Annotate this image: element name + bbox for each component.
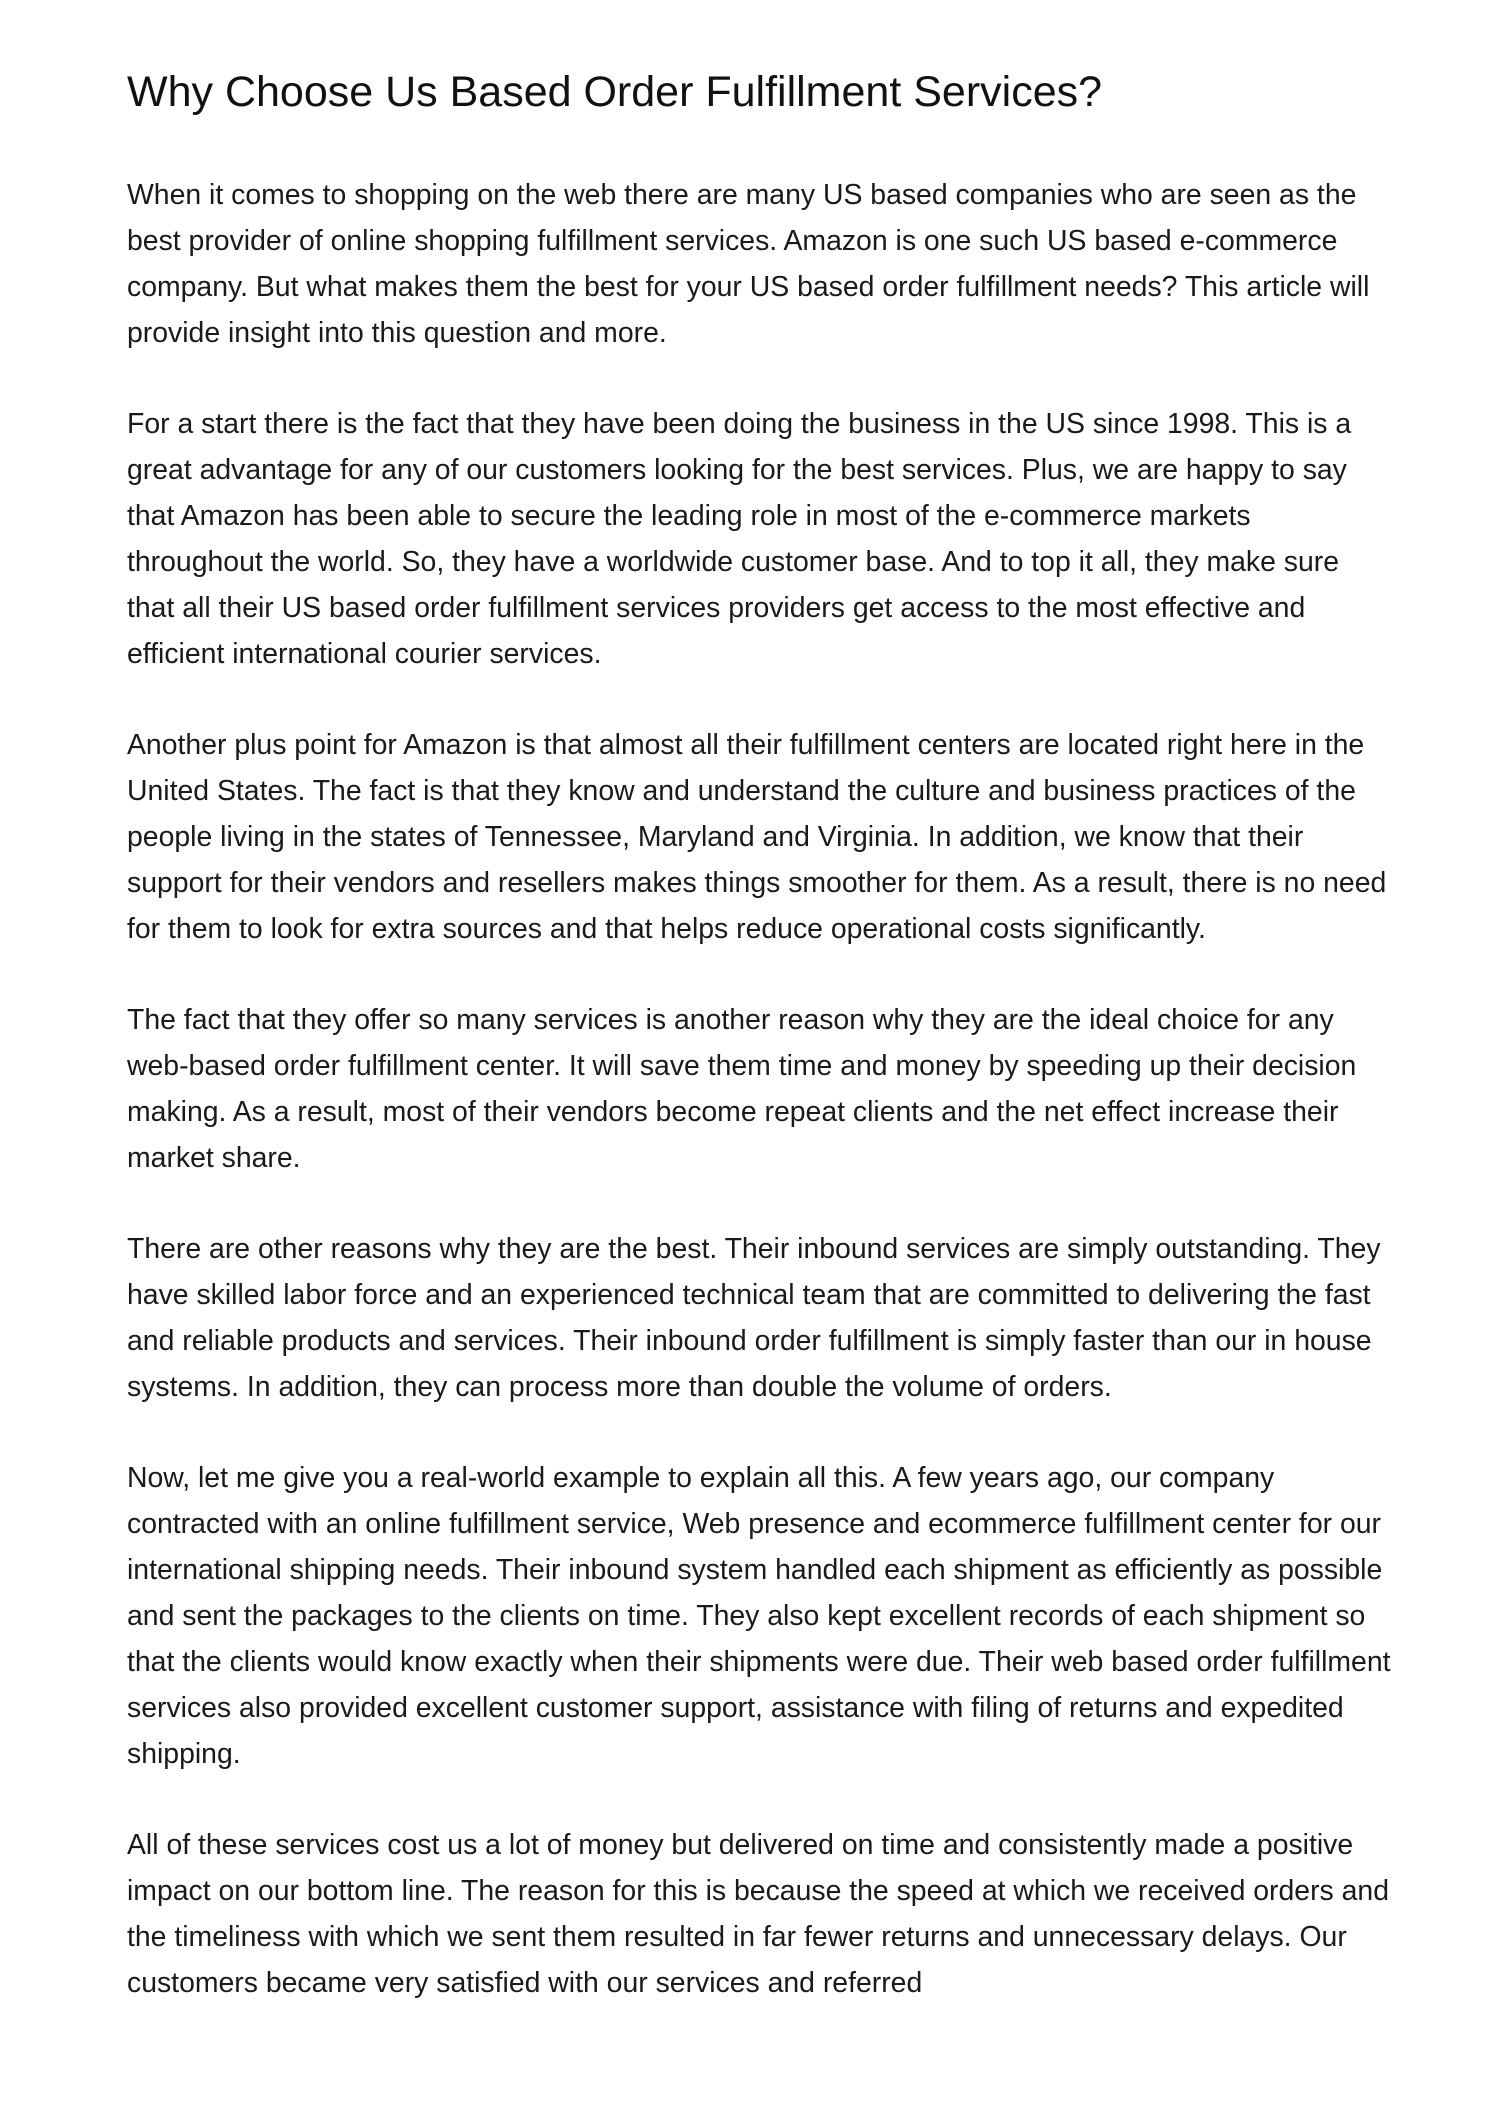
paragraph-2: For a start there is the fact that they have been doing the business in the US since 1998. This is a great advantage for any of our customers looking for the best services. Plus, we are happy to say that Amazon has been able to secure the leading role in most of the e-commerce markets throughout the world. So, they have a worldwide customer base. And to top it all, they make sure that all their US based order fulfillment services providers get access to the most effective and efficient international courier services. [127, 408, 1352, 670]
paragraph-1: When it comes to shopping on the web there are many US based companies who are seen as the best provider of online shopping fulfillment services. Amazon is one such US based e-commerce company. But what makes them the best for your US based order fulfillment needs? This article will provide insight into this question and more. [127, 179, 1370, 349]
paragraph-7: All of these services cost us a lot of money but delivered on time and consistently made a positive impact on our bottom line. The reason for this is because the speed at which we received orders and the timeliness with which we sent them resulted in far fewer returns and unnecessary delays. Our customers became very satisfied with our services and referred [127, 1829, 1389, 1999]
paragraph-4: The fact that they offer so many services is another reason why they are the ideal choice for any web-based order fulfillment center. It will save them time and money by speeding up their decision making. As a result, most of their vendors become repeat clients and the net effect increase their market share. [127, 1004, 1357, 1174]
paragraph-5: There are other reasons why they are the best. Their inbound services are simply outstanding. They have skilled labor force and an experienced technical team that are committed to delivering the fast and reliable products and services. Their inbound order fulfillment is simply faster than our in house systems. In addition, they can process more than double the volume of orders. [127, 1233, 1381, 1403]
document-page [127, 64, 1392, 2051]
paragraph-3: Another plus point for Amazon is that almost all their fulfillment centers are located right here in the United States. The fact is that they know and understand the culture and business practices of the people living in the states of Tennessee, Maryland and Virginia. In addition, we know that their support for their vendors and resellers makes things smoother for them. As a result, there is no need for them to look for extra sources and that helps reduce operational costs significantly. [127, 729, 1387, 945]
paragraph-6: Now, let me give you a real-world example to explain all this. A few years ago, our company contracted with an online fulfillment service, Web presence and ecommerce fulfillment center for our international shipping needs. Their inbound system handled each shipment as efficiently as possible and sent the packages to the clients on time. They also kept excellent records of each shipment so that the clients would know exactly when their shipments were due. Their web based order fulfillment services also provided excellent customer support, assistance with filing of returns and expedited shipping. [127, 1462, 1391, 1770]
document-title: Why Choose Us Based Order Fulfillment Services? [127, 68, 1103, 116]
